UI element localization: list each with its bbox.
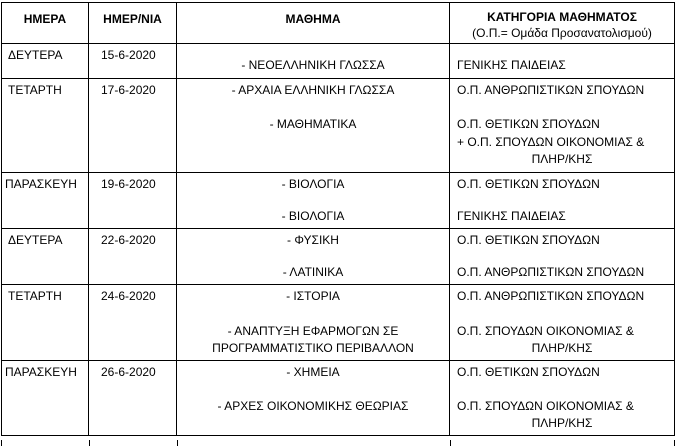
category-cell — [450, 229, 674, 284]
row-category: ΓΕΝΙΚΗΣ ΠΑΙΔΕΙΑΣ — [457, 209, 566, 223]
row-category: Ο.Π. ΘΕΤΙΚΩΝ ΣΠΟΥΔΩΝ — [457, 117, 600, 131]
row-subject: - ΝΕΟΕΛΛΗΝΙΚΗ ΓΛΩΣΣΑ — [241, 58, 385, 72]
date-cell — [89, 229, 177, 284]
table-header-row — [1, 2, 675, 44]
row-subject: - ΧΗΜΕΙΑ — [286, 365, 340, 379]
category-cell — [450, 173, 674, 228]
header-date: ΗΜΕΡ/ΝΙΑ — [103, 12, 162, 26]
row-category: ΠΛΗΡ/ΚΗΣ — [531, 416, 593, 430]
row-subject: - ΑΝΑΠΤΥΞΗ ΕΦΑΡΜΟΓΩΝ ΣΕ — [227, 324, 399, 338]
day-cell — [2, 229, 89, 284]
subject-cell — [177, 173, 450, 228]
header-category-cell — [450, 3, 674, 43]
header-category-note: (Ο.Π.= Ομάδα Προσανατολισμού) — [472, 26, 652, 40]
row-date: 17-6-2020 — [101, 83, 156, 97]
column-divider — [450, 440, 451, 446]
subject-cell — [177, 361, 450, 435]
row-day: ΠΑΡΑΣΚΕΥΗ — [5, 365, 77, 379]
row-subject: - ΛΑΤΙΝΙΚΑ — [282, 265, 344, 279]
subject-cell — [177, 285, 450, 360]
subject-cell — [177, 79, 450, 172]
row-category: ΓΕΝΙΚΗΣ ΠΑΙΔΕΙΑΣ — [457, 58, 566, 72]
column-divider — [177, 440, 178, 446]
row-subject: - ΙΣΤΟΡΙΑ — [286, 289, 340, 303]
day-cell — [2, 285, 89, 360]
category-cell — [450, 44, 674, 78]
header-subject-cell — [177, 3, 450, 43]
table-row — [1, 285, 675, 361]
row-date: 22-6-2020 — [101, 233, 156, 247]
table-row — [1, 173, 675, 229]
row-subject: - ΦΥΣΙΚΗ — [287, 233, 339, 247]
row-subject: - ΑΡΧΕΣ ΟΙΚΟΝΟΜΙΚΗΣ ΘΕΩΡΙΑΣ — [217, 399, 409, 413]
row-category: Ο.Π. ΘΕΤΙΚΩΝ ΣΠΟΥΔΩΝ — [457, 177, 600, 191]
row-category: Ο.Π. ΘΕΤΙΚΩΝ ΣΠΟΥΔΩΝ — [457, 365, 600, 379]
row-subject: - ΒΙΟΛΟΓΙΑ — [281, 177, 345, 191]
day-cell — [2, 361, 89, 435]
day-cell — [2, 44, 89, 78]
row-category: ΠΛΗΡ/ΚΗΣ — [531, 341, 593, 355]
row-subject: - ΒΙΟΛΟΓΙΑ — [281, 209, 345, 223]
row-day: ΔΕΥΤΕΡΑ — [8, 233, 63, 247]
row-day: ΤΕΤΑΡΤΗ — [8, 289, 62, 303]
header-day: ΗΜΕΡΑ — [23, 12, 67, 26]
table-row — [1, 361, 675, 436]
table-row — [1, 229, 675, 285]
row-subject: ΠΡΟΓΡΑΜΜΑΤΙΣΤΙΚΟ ΠΕΡΙΒΑΛΛΟΝ — [212, 341, 414, 355]
row-date: 24-6-2020 — [101, 289, 156, 303]
row-category: Ο.Π. ΣΠΟΥΔΩΝ ΟΙΚΟΝΟΜΙΑΣ & — [457, 324, 634, 338]
subject-cell — [177, 229, 450, 284]
header-date-cell — [89, 3, 177, 43]
row-category: Ο.Π. ΑΝΘΡΩΠΙΣΤΙΚΩΝ ΣΠΟΥΔΩΝ — [457, 83, 645, 97]
row-category: ΠΛΗΡ/ΚΗΣ — [531, 152, 593, 166]
row-day: ΠΑΡΑΣΚΕΥΗ — [5, 177, 77, 191]
row-category: + Ο.Π. ΣΠΟΥΔΩΝ ΟΙΚΟΝΟΜΙΑΣ & — [457, 135, 645, 149]
row-day: ΤΕΤΑΡΤΗ — [8, 83, 62, 97]
date-cell — [89, 79, 177, 172]
row-category: Ο.Π. ΑΝΘΡΩΠΙΣΤΙΚΩΝ ΣΠΟΥΔΩΝ — [457, 289, 645, 303]
subject-cell — [177, 44, 450, 78]
category-cell — [450, 79, 674, 172]
next-row-stub — [1, 440, 675, 446]
row-date: 26-6-2020 — [101, 365, 156, 379]
row-category: Ο.Π. ΣΠΟΥΔΩΝ ΟΙΚΟΝΟΜΙΑΣ & — [457, 399, 634, 413]
header-category-title: ΚΑΤΗΓΟΡΙΑ ΜΑΘΗΜΑΤΟΣ — [487, 10, 637, 24]
exam-schedule-table — [1, 2, 675, 436]
table-row — [1, 79, 675, 173]
column-divider — [89, 440, 90, 446]
date-cell — [89, 44, 177, 78]
day-cell — [2, 173, 89, 228]
date-cell — [89, 173, 177, 228]
row-date: 19-6-2020 — [101, 177, 156, 191]
header-day-cell — [2, 3, 89, 43]
row-category: Ο.Π. ΘΕΤΙΚΩΝ ΣΠΟΥΔΩΝ — [457, 233, 600, 247]
date-cell — [89, 361, 177, 435]
day-cell — [2, 79, 89, 172]
row-subject: - ΑΡΧΑΙΑ ΕΛΛΗΝΙΚΗ ΓΛΩΣΣΑ — [231, 83, 395, 97]
date-cell — [89, 285, 177, 360]
row-date: 15-6-2020 — [101, 48, 156, 62]
header-subject: ΜΑΘΗΜΑ — [285, 12, 341, 26]
row-subject: - ΜΑΘΗΜΑΤΙΚΑ — [269, 117, 357, 131]
row-category: Ο.Π. ΑΝΘΡΩΠΙΣΤΙΚΩΝ ΣΠΟΥΔΩΝ — [457, 265, 645, 279]
category-cell — [450, 285, 674, 360]
row-day: ΔΕΥΤΕΡΑ — [8, 48, 63, 62]
category-cell — [450, 361, 674, 435]
table-row — [1, 44, 675, 79]
